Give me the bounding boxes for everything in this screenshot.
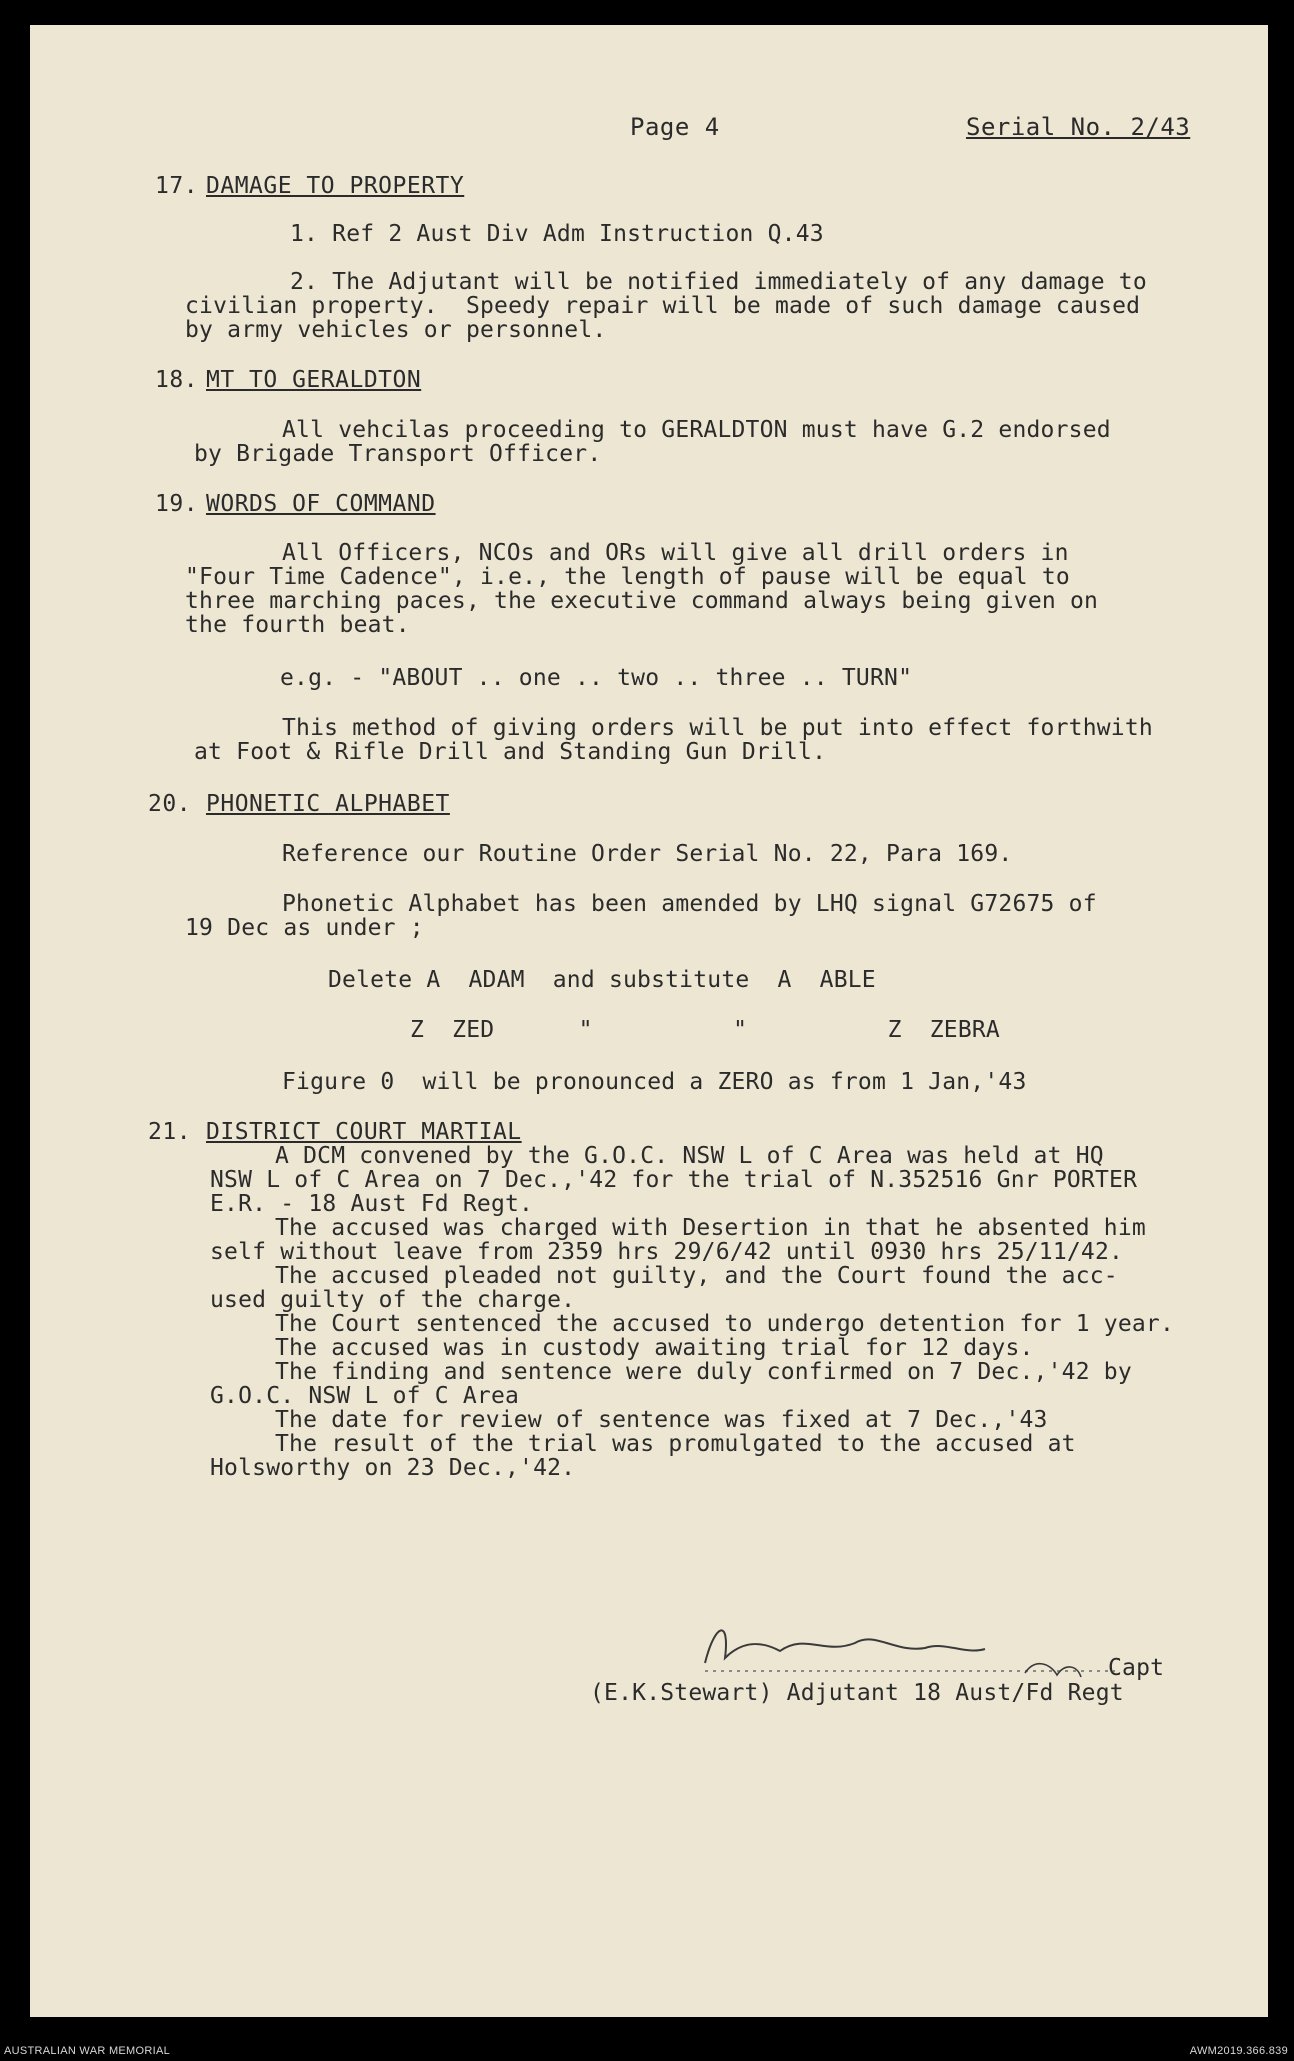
section-19-line: This method of giving orders will be put into effect forthwith (282, 715, 1153, 741)
section-21-line: NSW L of C Area on 7 Dec.,'42 for the trial of N.352516 Gnr PORTER (210, 1167, 1138, 1193)
section-21-line: E.R. - 18 Aust Fd Regt. (210, 1191, 534, 1217)
section-20-line: 19 Dec as under ; (185, 915, 424, 941)
section-19-number: 19. (155, 491, 199, 517)
section-21-line: used guilty of the charge. (210, 1287, 576, 1313)
footer-reference: AWM2019.366.839 (1189, 2045, 1288, 2057)
section-19-line: three marching paces, the executive command always being given on (185, 588, 1099, 614)
section-21-line: self without leave from 2359 hrs 29/6/42 until 0930 hrs 25/11/42. (210, 1239, 1124, 1265)
section-19-example: e.g. - "ABOUT .. one .. two .. three .. TURN" (280, 665, 913, 691)
section-20-number: 20. (148, 791, 192, 817)
section-18-line: by Brigade Transport Officer. (194, 441, 602, 467)
section-21-line: The accused pleaded not guilty, and the Court found the acc- (275, 1263, 1118, 1289)
section-21-line: Holsworthy on 23 Dec.,'42. (210, 1455, 576, 1481)
section-21-line: The accused was charged with Desertion in that he absented him (275, 1215, 1146, 1241)
section-21-line: The accused was in custody awaiting trial for 12 days. (275, 1335, 1034, 1361)
section-21-line: The Court sentenced the accused to undergo detention for 1 year. (275, 1311, 1175, 1337)
page-number: Page 4 (630, 113, 720, 141)
serial-number: Serial No. 2/43 (966, 113, 1191, 141)
section-20-title: PHONETIC ALPHABET (206, 791, 450, 817)
section-20-line: Reference our Routine Order Serial No. 22, Para 169. (282, 841, 1013, 867)
signature-rank: Capt (1108, 1655, 1165, 1681)
section-20-delete-a: Delete A ADAM and substitute A ABLE (328, 967, 876, 993)
section-17-line: 1. Ref 2 Aust Div Adm Instruction Q.43 (290, 221, 824, 247)
section-18-title: MT TO GERALDTON (206, 367, 422, 393)
section-17-line: by army vehicles or personnel. (185, 317, 607, 343)
section-17-number: 17. (155, 173, 199, 199)
section-19-line: at Foot & Rifle Drill and Standing Gun Drill. (194, 739, 827, 765)
section-20-line: Phonetic Alphabet has been amended by LHQ signal G72675 of (282, 891, 1097, 917)
section-19-line: the fourth beat. (185, 612, 410, 638)
section-21-line: The result of the trial was promulgated to the accused at (275, 1431, 1076, 1457)
section-21-line: A DCM convened by the G.O.C. NSW L of C Area was held at HQ (275, 1143, 1104, 1169)
section-20-line: Figure 0 will be pronounced a ZERO as from 1 Jan,'43 (282, 1069, 1027, 1095)
section-17-line: civilian property. Speedy repair will be made of such damage caused (185, 293, 1141, 319)
section-19-line: "Four Time Cadence", i.e., the length of pause will be equal to (185, 564, 1070, 590)
section-20-delete-z: Z ZED " " Z ZEBRA (410, 1017, 1000, 1043)
document-page (30, 25, 1268, 2017)
handwritten-signature (685, 1603, 1125, 1683)
section-19-line: All Officers, NCOs and ORs will give all drill orders in (282, 540, 1069, 566)
signature-line: (E.K.Stewart) Adjutant 18 Aust/Fd Regt (590, 1680, 1124, 1706)
section-19-title: WORDS OF COMMAND (206, 491, 436, 517)
section-18-number: 18. (155, 367, 199, 393)
section-21-line: The finding and sentence were duly confirmed on 7 Dec.,'42 by (275, 1359, 1132, 1385)
section-18-line: All vehcilas proceeding to GERALDTON must have G.2 endorsed (282, 417, 1111, 443)
section-21-line: The date for review of sentence was fixed at 7 Dec.,'43 (275, 1407, 1048, 1433)
footer-institution: AUSTRALIAN WAR MEMORIAL (4, 2045, 171, 2057)
section-21-title: DISTRICT COURT MARTIAL (206, 1119, 522, 1145)
section-17-title: DAMAGE TO PROPERTY (206, 173, 465, 199)
section-21-number: 21. (148, 1119, 192, 1145)
section-17-line: 2. The Adjutant will be notified immediately of any damage to (290, 269, 1147, 295)
section-21-line: G.O.C. NSW L of C Area (210, 1383, 520, 1409)
